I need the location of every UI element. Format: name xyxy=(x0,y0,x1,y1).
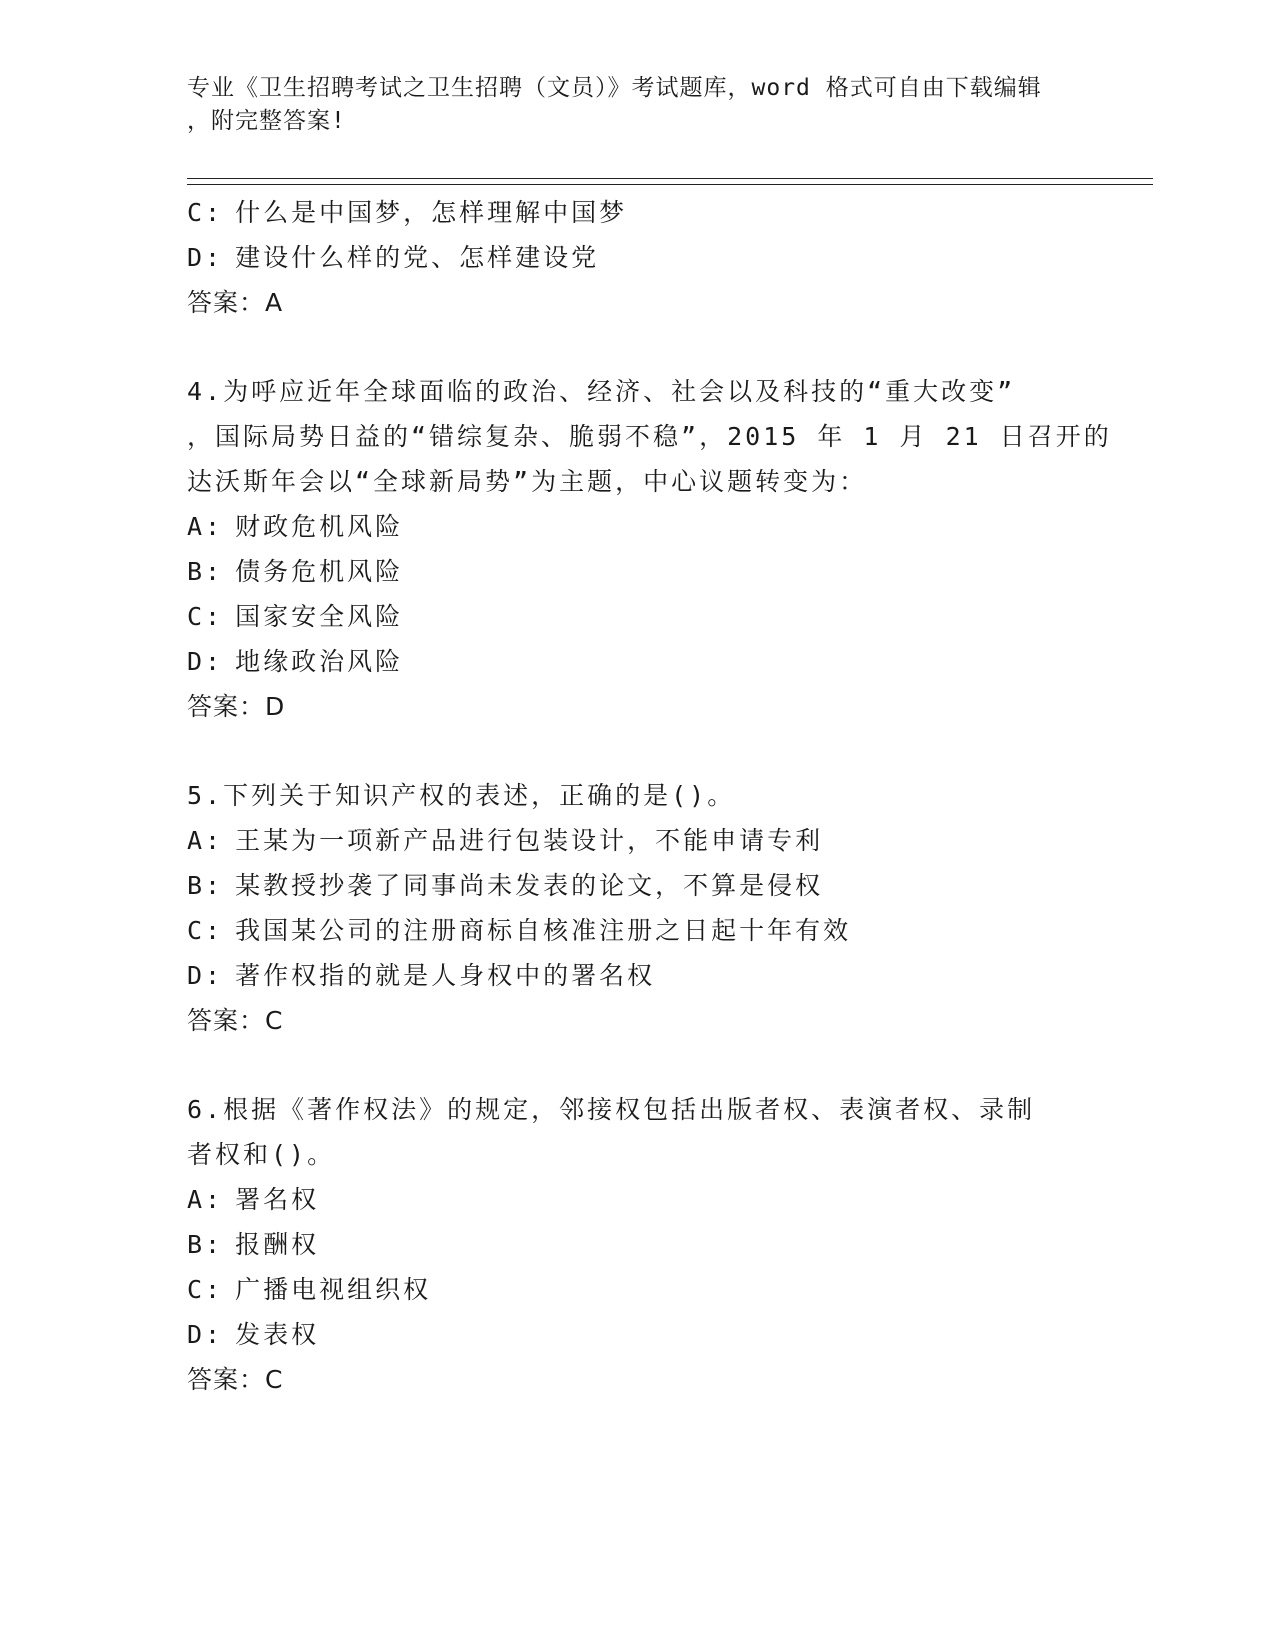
header-rule-top xyxy=(187,178,1153,179)
option-label: B: xyxy=(187,557,224,586)
header-line-1: 专业《卫生招聘考试之卫生招聘（文员）》考试题库，word 格式可自由下载编辑 xyxy=(187,75,1042,101)
option-text: 债务危机风险 xyxy=(235,557,404,586)
question-stem-line: 6.根据《著作权法》的规定，邻接权包括出版者权、表演者权、录制 xyxy=(187,1095,1036,1124)
answer-line: 答案：A xyxy=(187,288,284,317)
document-header xyxy=(187,72,1067,138)
question-6 xyxy=(187,1087,1087,1403)
option-text: 某教授抄袭了同事尚未发表的论文，不算是侵权 xyxy=(235,871,824,900)
option-d xyxy=(187,235,1087,280)
question-stem-line: 达沃斯年会以“全球新局势”为主题，中心议题转变为： xyxy=(187,467,868,496)
option-label: B: xyxy=(187,1230,224,1259)
option-d xyxy=(187,953,1087,998)
question-stem-line: 4.为呼应近年全球面临的政治、经济、社会以及科技的“重大改变” xyxy=(187,377,1016,406)
option-a xyxy=(187,1177,1087,1222)
option-label: D: xyxy=(187,1320,224,1349)
option-label: A: xyxy=(187,826,224,855)
header-line-2: ，附完整答案! xyxy=(187,108,346,134)
option-text: 建设什么样的党、怎样建设党 xyxy=(235,243,600,272)
option-label: D: xyxy=(187,243,224,272)
option-text: 报酬权 xyxy=(235,1230,320,1259)
header-rule-bottom xyxy=(187,184,1153,185)
option-b xyxy=(187,1222,1087,1267)
option-label: C: xyxy=(187,198,224,227)
option-text: 地缘政治风险 xyxy=(235,647,404,676)
question-stem-line: 者权和()。 xyxy=(187,1140,336,1169)
option-b xyxy=(187,863,1087,908)
option-label: C: xyxy=(187,602,224,631)
option-label: C: xyxy=(187,916,224,945)
option-text: 什么是中国梦，怎样理解中国梦 xyxy=(235,198,628,227)
option-label: C: xyxy=(187,1275,224,1304)
question-3-tail xyxy=(187,190,1087,326)
option-label: D: xyxy=(187,961,224,990)
question-4 xyxy=(187,369,1112,730)
option-a xyxy=(187,504,1087,549)
option-label: A: xyxy=(187,1185,224,1214)
option-text: 发表权 xyxy=(235,1320,320,1349)
option-text: 财政危机风险 xyxy=(235,512,404,541)
answer-line: 答案：C xyxy=(187,1006,284,1035)
option-d xyxy=(187,639,1087,684)
answer-line: 答案：C xyxy=(187,1365,284,1394)
option-text: 王某为一项新产品进行包装设计，不能申请专利 xyxy=(235,826,824,855)
option-text: 国家安全风险 xyxy=(235,602,404,631)
option-a xyxy=(187,818,1087,863)
option-text: 著作权指的就是人身权中的署名权 xyxy=(235,961,656,990)
question-list xyxy=(187,190,1112,1403)
option-text: 我国某公司的注册商标自核准注册之日起十年有效 xyxy=(235,916,852,945)
question-5 xyxy=(187,773,1087,1044)
answer-line: 答案：D xyxy=(187,692,286,721)
option-label: D: xyxy=(187,647,224,676)
option-c xyxy=(187,908,1087,953)
option-text: 广播电视组织权 xyxy=(235,1275,432,1304)
option-c xyxy=(187,190,1087,235)
option-c xyxy=(187,594,1087,639)
option-label: A: xyxy=(187,512,224,541)
option-label: B: xyxy=(187,871,224,900)
option-d xyxy=(187,1312,1087,1357)
option-text: 署名权 xyxy=(235,1185,320,1214)
option-c xyxy=(187,1267,1087,1312)
question-stem-line: ，国际局势日益的“错综复杂、脆弱不稳”，2015 年 1 月 21 日召开的 xyxy=(187,422,1112,451)
option-b xyxy=(187,549,1087,594)
question-stem-line: 5.下列关于知识产权的表述，正确的是()。 xyxy=(187,781,736,810)
